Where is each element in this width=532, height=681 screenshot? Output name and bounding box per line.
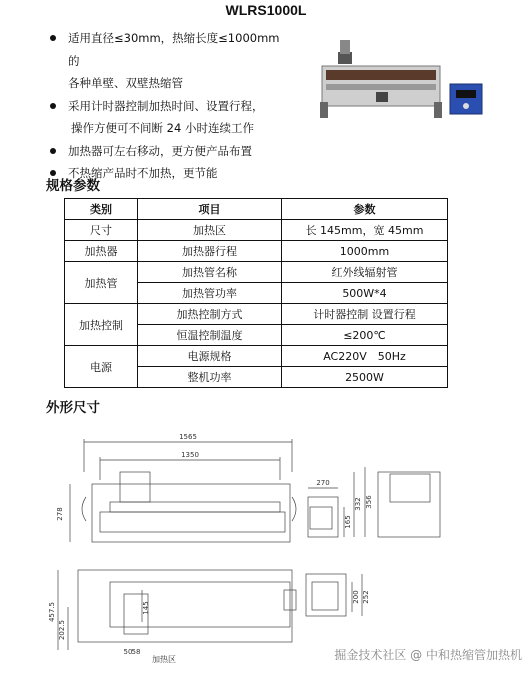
value-cell: 500W*4	[282, 283, 448, 304]
value-cell: 计时器控制 设置行程	[282, 304, 448, 325]
dim-202-5: 202.5	[58, 619, 66, 641]
dim-457-5: 457.5	[48, 601, 56, 623]
item-cell: 加热管名称	[138, 262, 282, 283]
spec-heading: 规格参数	[46, 178, 100, 194]
feature-item-cont: 各种单壁、双壁热缩管	[68, 76, 183, 90]
dim-1565: 1565	[179, 433, 197, 441]
category-cell: 加热管	[65, 262, 138, 304]
table-row	[65, 241, 448, 262]
col-header: 参数	[282, 199, 448, 220]
value-cell: AC220V 50Hz	[282, 346, 448, 367]
table-row	[65, 262, 448, 283]
dim-145: 145	[142, 601, 150, 615]
value-cell: 红外线辐射管	[282, 262, 448, 283]
table-row	[65, 220, 448, 241]
dim-332: 332	[354, 497, 362, 511]
item-cell: 整机功率	[138, 367, 282, 388]
dim-200: 200	[352, 590, 360, 604]
category-cell: 电源	[65, 346, 138, 388]
machine-photo	[316, 36, 488, 122]
value-cell: 1000mm	[282, 241, 448, 262]
col-header: 类别	[65, 199, 138, 220]
table-row	[65, 346, 448, 367]
feature-item: 采用计时器控制加热时间、设置行程，	[46, 95, 291, 118]
value-cell: 2500W	[282, 367, 448, 388]
table-row	[65, 304, 448, 325]
heat-zone-label: 加热区	[152, 655, 176, 664]
dim-270: 270	[316, 479, 330, 487]
dim-252: 252	[362, 590, 370, 604]
dim-356: 356	[365, 495, 373, 509]
feature-item: 适用直径≤30mm，热缩长度≤1000mm 的	[46, 27, 291, 72]
value-cell: 长 145mm，宽 45mm	[282, 220, 448, 241]
category-cell: 加热器	[65, 241, 138, 262]
value-cell: ≤200℃	[282, 325, 448, 346]
page-title: WLRS1000L	[225, 2, 307, 18]
item-cell: 加热控制方式	[138, 304, 282, 325]
dim-165: 165	[344, 515, 352, 529]
dimension-drawing	[40, 422, 500, 677]
dim-50: 50	[123, 648, 133, 656]
dim-1350: 1350	[181, 451, 199, 459]
item-cell: 加热管功率	[138, 283, 282, 304]
dim-58: 58	[131, 648, 141, 656]
feature-item: 不热缩产品时不加热，更节能	[46, 162, 291, 185]
feature-list	[46, 27, 291, 185]
spec-table	[64, 198, 448, 388]
item-cell: 加热器行程	[138, 241, 282, 262]
table-header-row	[65, 199, 448, 220]
feature-item: 加热器可左右移动，更方便产品布置	[46, 140, 291, 163]
item-cell: 恒温控制温度	[138, 325, 282, 346]
category-cell: 加热控制	[65, 304, 138, 346]
category-cell: 尺寸	[65, 220, 138, 241]
item-cell: 加热区	[138, 220, 282, 241]
col-header: 项目	[138, 199, 282, 220]
dim-278: 278	[56, 507, 64, 521]
feature-item-cont: 操作方便可不间断 24 小时连续工作	[71, 121, 254, 135]
watermark: 掘金技术社区 @ 中和热缩管加热机	[334, 648, 522, 662]
item-cell: 电源规格	[138, 346, 282, 367]
dims-heading: 外形尺寸	[46, 400, 100, 416]
